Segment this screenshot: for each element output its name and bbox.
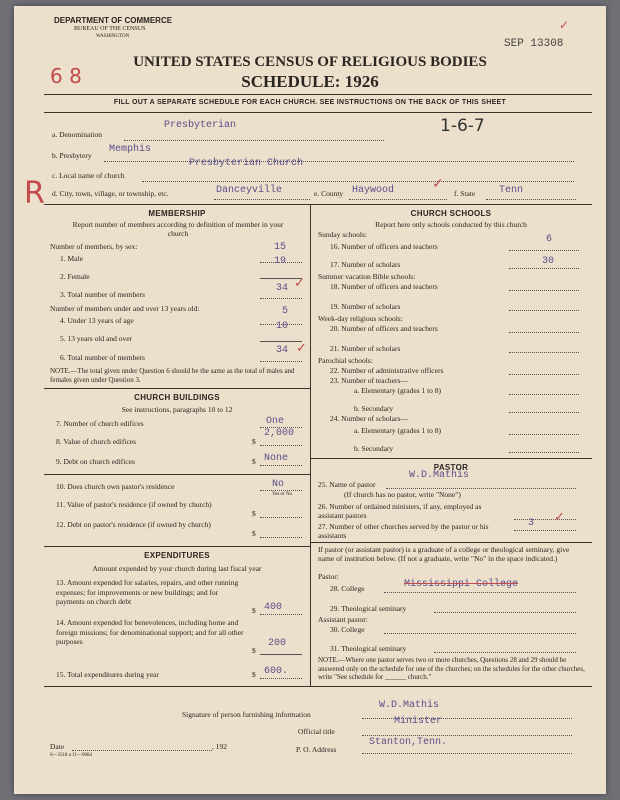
q2-value[interactable]: 19 — [274, 256, 287, 267]
q27-label: 27. Number of other churches served by the pastor or his assistants — [318, 522, 489, 540]
dept-name: DEPARTMENT OF COMMERCE — [54, 16, 173, 25]
q1-value[interactable]: 15 — [274, 242, 287, 253]
pastor-label: Pastor: — [318, 572, 339, 581]
q4-label: 4. Under 13 years of age — [60, 316, 134, 325]
form-title: UNITED STATES CENSUS OF RELIGIOUS BODIES — [133, 54, 487, 70]
denomination-value[interactable]: Presbyterian — [164, 120, 237, 131]
q23b-label: b. Secondary — [354, 404, 394, 413]
expenditures-heading: EXPENDITURES — [144, 551, 210, 560]
pastor-note: NOTE.—Where one pastor serves two or more churches, Questions 28 and 29 should be answered only on the schedule for one of the churches; on the schedules for the other churches, write "See schedule for ______ church." — [318, 656, 585, 681]
red-check-icon: ✓ — [432, 176, 444, 192]
q26-label: 26. Number of ordained ministers, if any, employed as assistant pastors — [318, 502, 482, 520]
county-label: e. County — [314, 189, 344, 198]
year-label: , 192 — [212, 742, 227, 751]
q11-label: 11. Value of pastor's residence (if owned by church) — [56, 500, 212, 509]
form-subtitle: SCHEDULE: 1926 — [241, 72, 379, 91]
q24a-label: a. Elementary (grades 1 to 8) — [354, 426, 442, 435]
q23a-label: a. Elementary (grades 1 to 8) — [354, 386, 442, 395]
state-value[interactable]: Tenn — [499, 185, 524, 196]
form-number: 6—3518 a 11—9084 — [50, 753, 93, 758]
q20-label: 20. Number of officers and teachers — [330, 324, 438, 333]
q10-label: 10. Does church own pastor's residence — [56, 482, 175, 491]
q8-value[interactable]: 2,000 — [264, 428, 295, 439]
date-label: Date — [50, 742, 65, 751]
parochial-label: Parochial schools: — [318, 356, 373, 365]
q31-label: 31. Theological seminary — [330, 644, 407, 653]
official-title-value[interactable]: Minister — [394, 716, 443, 727]
q28-value[interactable]: Mississippi College — [404, 579, 519, 590]
q28-label: 28. College — [330, 584, 365, 593]
q3-value[interactable]: 34 — [276, 283, 289, 294]
expenditures-sub: Amount expended by your church during last fiscal year — [92, 564, 262, 573]
signature-label: Signature of person furnishing information — [182, 710, 311, 719]
city-name: WASHINGTON — [96, 34, 130, 39]
q15-value[interactable]: 600. — [264, 666, 289, 677]
weekday-label: Week-day religious schools: — [318, 314, 403, 323]
q21-label: 21. Number of scholars — [330, 344, 401, 353]
bureau-name: BUREAU OF THE CENSUS — [74, 26, 146, 32]
po-address-label: P. O. Address — [296, 745, 337, 754]
schools-heading: CHURCH SCHOOLS — [410, 209, 492, 218]
red-pencil-mark: 6 8 — [50, 64, 82, 88]
q27-value[interactable]: 3 — [528, 518, 535, 529]
q17-value[interactable]: 30 — [542, 256, 555, 267]
q4-value[interactable]: 5 — [282, 306, 289, 317]
signature-value[interactable]: W.D.Mathis — [379, 700, 440, 711]
q10-value[interactable]: No — [272, 479, 285, 490]
q13-value[interactable]: 400 — [264, 602, 283, 613]
q14-value[interactable]: 200 — [268, 638, 287, 649]
q22-label: 22. Number of administrative officers — [330, 366, 444, 375]
q3-label: 3. Total number of members — [60, 290, 145, 299]
q18-label: 18. Number of officers and teachers — [330, 282, 438, 291]
city-label: d. City, town, village, or township, etc. — [52, 189, 169, 198]
membership-note: NOTE.—The total given under Question 6 should be the same as the total of males and females given under Question 3. — [50, 367, 295, 384]
q9-value[interactable]: None — [264, 453, 289, 464]
red-check-icon: ✓ — [296, 341, 307, 356]
sunday-label: Sunday schools: — [318, 230, 367, 239]
q24b-label: b. Secondary — [354, 444, 394, 453]
q6-label: 6. Total number of members — [60, 353, 145, 362]
q12-label: 12. Debt on pastor's residence (if owned by church) — [56, 520, 211, 529]
q7-label: 7. Number of church edifices — [56, 419, 144, 428]
received-stamp: SEP 13308 — [504, 38, 564, 50]
q15-label: 15. Total expenditures during year — [56, 670, 159, 679]
instruction-line: FILL OUT A SEPARATE SCHEDULE FOR EACH CHURCH. SEE INSTRUCTIONS ON THE BACK OF THIS SHEET — [113, 99, 507, 106]
red-check-icon: ✓ — [554, 510, 565, 525]
church-name-value[interactable]: Presbyterian Church — [189, 158, 304, 169]
handwritten-code: 1-6-7 — [440, 116, 485, 136]
q16-value[interactable]: 6 — [546, 234, 553, 245]
q9-label: 9. Debt on church edifices — [56, 457, 135, 466]
church-name-label: c. Local name of church — [52, 171, 125, 180]
q6-value[interactable]: 34 — [276, 345, 289, 356]
college-note: If pastor (or assistant pastor) is a graduate of a college or theological seminary, give name of institution below. (If not a graduate, write "No" in the space indicated.) — [318, 545, 570, 563]
q25-hint: (If church has no pastor, write "None") — [344, 490, 461, 499]
q7-value[interactable]: One — [266, 416, 285, 427]
q2-label: 2. Female — [60, 272, 90, 281]
county-value[interactable]: Haywood — [352, 185, 395, 196]
membership-sub: Report number of members according to definition of member in your church — [72, 220, 284, 238]
official-title-label: Official title — [298, 727, 335, 736]
state-label: f. State — [454, 189, 476, 198]
census-form: DEPARTMENT OF COMMERCE BUREAU OF THE CENSUS WASHINGTON SEP 13308 6 8 R ✓ UNITED STATES CENSUS OF RELIGIOUS BODIES SCHEDULE: 1926 FILL OUT A SEPARATE SCHEDULE FOR EACH CHURCH. SEE INSTRUCTIONS ON THE BACK OF THIS SHEET 1-6-7 a. Denomination Presbyterian b. Presbytery Memphis c. Local name of church Presbyterian Church d. City, town, village, or township, etc. Danceyville e. County Haywood ✓ f. State Tenn MEMBERSHIP Report number of members according to definition of member in your church Number of members, by sex: 1. Male 15 2. Female 19 3. Total number of members 34 ✓ Number of members under and over 13 years old: 4. Under 13 years of age 5 5. 13 years old and over 10 6. Total number of members 34 ✓ NOTE.—The total given under Question 6 should be the same as the total of males and females given under Question 3. CHURCH BUILDINGS See instructions, paragraphs 10 to 12 7. Number of church edifices One 8. Value of church edifices $ 2,000 9. Debt on church edifices $ None 10. Does church own pastor's residence No Yes or No 11. Value of pastor's residence (if owned by church) $ 12. Debt on pastor's residence (if owned by church) $ EXPENDITURES Amount expended by your church during last fiscal year 13. Amount expended for salaries, repairs, and other running expenses; for improvements or new buildings; and for payments on church debt $ 400 14. Amount expended for benevolences, including home and foreign missions; for denominational support; and for all other purposes $ 200 15. Total expenditures during year $ 600. CHURCH SCHOOLS Report here only schools conducted by this church Sunday schools: 16. Number of officers and teachers 6 17. Number of scholars 30 Summer vacation Bible schools: 18. Number of officers and teachers 19. Number of scholars Week-day religious schools: 20. Number of officers and teachers 21. Number of scholars Parochial schools: 22. Number of administrative officers 23. Number of teachers— a. Elementary (grades 1 to 8) b. Secondary 24. Number of scholars— a. Elementary (grades 1 to 8) b. Secondary PASTOR 25. Name of pastor W.D.Mathis (If church has no pastor, write "None") 26. Number of ordained ministers, if any, employed as assistant pastors 27. Number of other churches served by the pastor or his assistants 3 ✓ If pastor (or assistant pastor) is a graduate of a college or theological seminary, give name of institution below. (If not a graduate, write "No" in the space indicated.) Pastor: 28. College Mississippi College 29. Theological seminary Assistant pastor: 30. College 31. Theological seminary NOTE.—Where one pastor serves two or more churches, Questions 28 and 29 should be answered only on the schedule for one of the churches; on the schedules for the other churches, write "See schedule for ______ church." Signature of person furnishing information W.D.Mathis Official title Minister Date , 192 P. O. Address Stanton,Tenn. 6—3518 a 11—9084 — [14, 6, 606, 794]
q10-hint: Yes or No — [272, 492, 293, 497]
city-value[interactable]: Danceyville — [216, 185, 283, 196]
members-by-sex: Number of members, by sex: — [50, 242, 138, 251]
q29-label: 29. Theological seminary — [330, 604, 407, 613]
q25-value[interactable]: W.D.Mathis — [409, 470, 470, 481]
membership-heading: MEMBERSHIP — [148, 209, 206, 218]
q8-label: 8. Value of church edifices — [56, 437, 137, 446]
q17-label: 17. Number of scholars — [330, 260, 401, 269]
presbytery-value[interactable]: Memphis — [109, 144, 152, 155]
q25-label: 25. Name of pastor — [318, 480, 376, 489]
po-address-value[interactable]: Stanton,Tenn. — [369, 737, 448, 748]
summer-label: Summer vacation Bible schools: — [318, 272, 416, 281]
q30-label: 30. College — [330, 625, 365, 634]
buildings-sub: See instructions, paragraphs 10 to 12 — [121, 405, 233, 414]
q14-label: 14. Amount expended for benevolences, including home and foreign missions; for denominational support; and for all other purposes — [56, 618, 244, 646]
denomination-label: a. Denomination — [52, 130, 102, 139]
red-check-icon: ✓ — [559, 18, 570, 32]
under-over-label: Number of members under and over 13 years old: — [50, 304, 200, 313]
red-check-icon: ✓ — [294, 276, 305, 291]
asst-pastor-label: Assistant pastor: — [318, 615, 368, 624]
q23-label: 23. Number of teachers— — [330, 376, 408, 385]
presbytery-label: b. Presbytery — [52, 151, 92, 160]
q19-label: 19. Number of scholars — [330, 302, 401, 311]
q13-label: 13. Amount expended for salaries, repairs, and other running expenses; for improvements or new buildings; and for payments on church debt — [56, 578, 239, 606]
q1-label: 1. Male — [60, 254, 83, 263]
pastor-heading: PASTOR — [433, 463, 469, 472]
red-pencil-r: R — [24, 176, 45, 211]
q5-value[interactable]: 10 — [276, 321, 289, 332]
buildings-heading: CHURCH BUILDINGS — [134, 393, 220, 402]
q5-label: 5. 13 years old and over — [60, 334, 133, 343]
q16-label: 16. Number of officers and teachers — [330, 242, 438, 251]
schools-sub: Report here only schools conducted by this church — [375, 220, 527, 229]
q24-label: 24. Number of scholars— — [330, 414, 408, 423]
